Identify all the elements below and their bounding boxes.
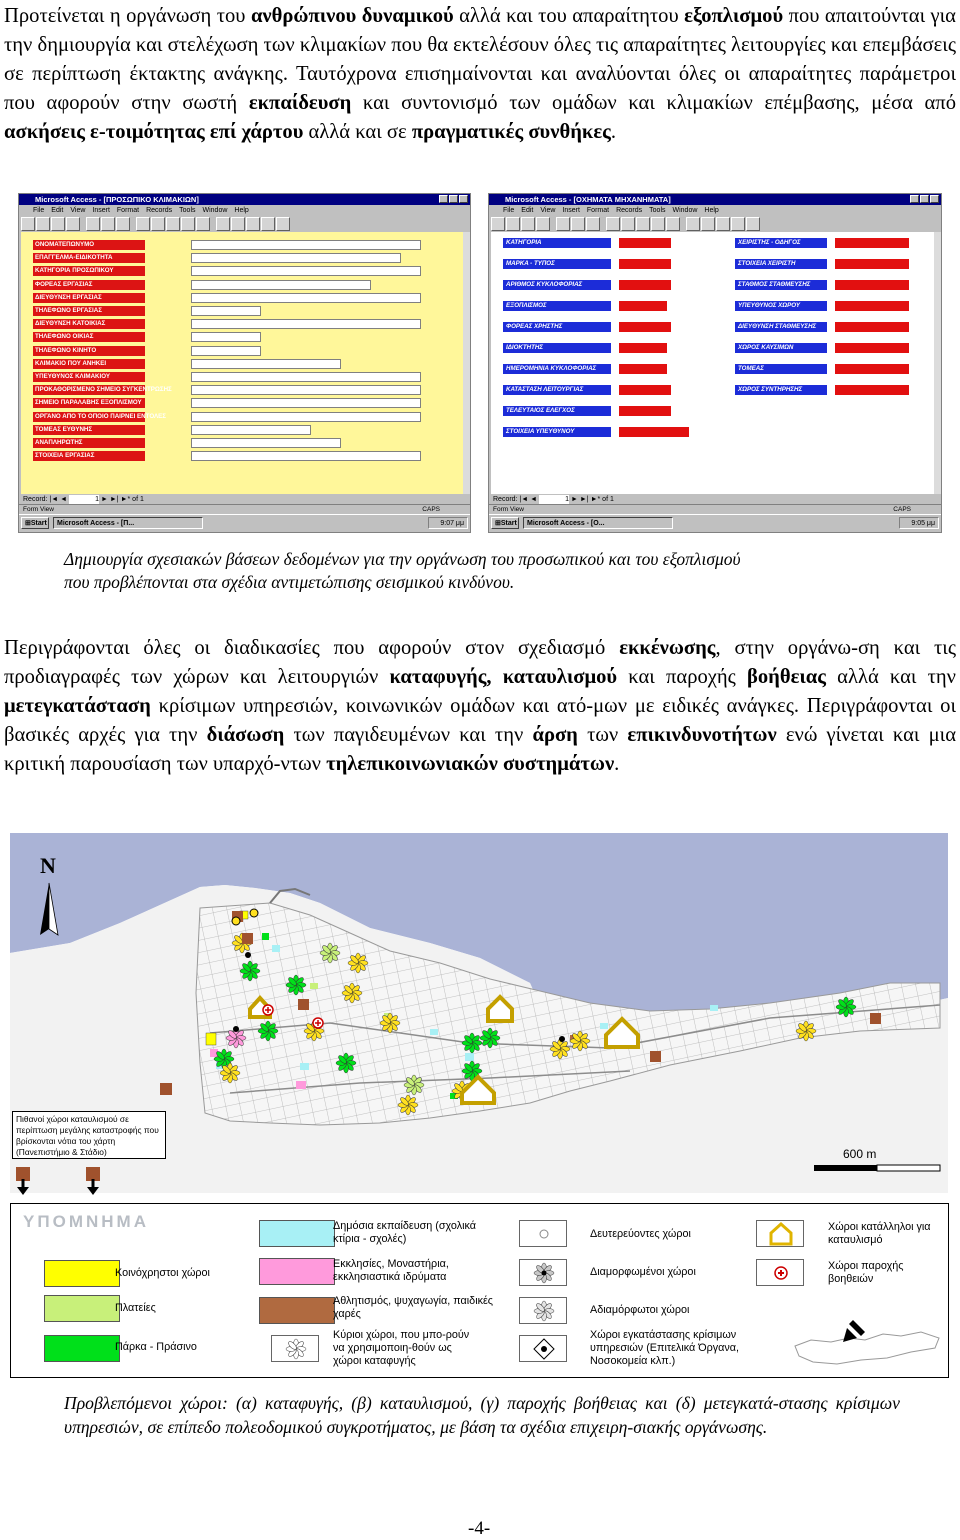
- vertical-scrollbar[interactable]: [463, 232, 470, 494]
- menu-bar: [19, 206, 470, 216]
- field-input[interactable]: [835, 280, 909, 290]
- swatch-churches: [259, 1258, 335, 1285]
- cut-icon[interactable]: [556, 217, 570, 231]
- database-icon[interactable]: [731, 217, 745, 231]
- field-input[interactable]: [619, 364, 667, 374]
- cut-icon[interactable]: [86, 217, 100, 231]
- legend-parks: Πάρκα - Πράσινο: [115, 1341, 197, 1353]
- window-title: Microsoft Access - [ΠΡΟΣΩΠΙΚΟ ΚΛΙΜΑΚΙΩΝ]: [19, 194, 470, 205]
- menu-file[interactable]: File: [503, 207, 515, 214]
- legend-landscaped: Διαμορφωμένοι χώροι: [590, 1266, 696, 1278]
- help-icon[interactable]: [276, 217, 290, 231]
- taskbar: [489, 514, 941, 532]
- field-input[interactable]: [191, 372, 421, 382]
- paste-icon[interactable]: [116, 217, 130, 231]
- field-label: ΦΟΡΕΑΣ ΕΡΓΑΣΙΑΣ: [33, 280, 145, 290]
- next-record-button[interactable]: ► ►| ►*: [101, 496, 131, 503]
- evacuation-paragraph: Περιγράφονται όλες οι διαδικασίες που αφορούν στον σχεδιασμό εκκένωσης, στην οργάνω-ση και τις προδιαγραφές των χώρων και λειτουργιών καταφυγής, καταυλισμού και παροχής βοήθειας αλλά και την μετεγκατάσταση κρίσιμων υπηρεσιών, κοινωνικών ομάδων και ατό-μων με ειδικές ανάγκες. Περιγράφονται οι βασικές αρχές για την διάσωση των παγιδευμένων και την άρση των επικινδυνοτήτων ενώ γίνεται και μια κριτική παρουσίαση των υπαρχό-ντων τηλεπικοινωνιακών συστημάτων.: [4, 637, 956, 775]
- record-navigator: Record: |◄ ◄ 1 ► ►| ►* of 1: [493, 496, 614, 503]
- field-label: ΤΟΜΕΑΣ ΕΥΘΥΝΗΣ: [33, 425, 145, 435]
- diamond-dot-icon: [520, 1336, 568, 1363]
- field-input[interactable]: [191, 346, 261, 356]
- legend-landscaped-symbol: [519, 1259, 567, 1286]
- first-record-button[interactable]: |◄ ◄: [49, 496, 68, 503]
- menu-help[interactable]: Help: [704, 207, 719, 214]
- record-navigator: Record: |◄ ◄ 1 ► ►| ►* of 1: [23, 496, 144, 503]
- legend-title: ΥΠΟΜΝΗΜΑ: [23, 1212, 149, 1231]
- field-input[interactable]: [191, 359, 341, 369]
- sort-desc-icon[interactable]: [636, 217, 650, 231]
- field-input[interactable]: [619, 427, 689, 437]
- legend-unlandscaped: Αδιαμόρφωτοι χώροι: [590, 1304, 690, 1316]
- field-label: ΠΡΟΚΑΘΟΡΙΣΜΕΝΟ ΣΗΜΕΙΟ ΣΥΓΚΕΝΤΡΩΣΗΣ: [35, 386, 172, 394]
- legend-aid-symbol: [756, 1259, 804, 1286]
- field-label: ΧΕΙΡΙΣΤΗΣ - ΟΔΗΓΟΣ: [735, 238, 827, 248]
- field-label: ΔΙΕΥΘΥΝΣΗ ΚΑΤΟΙΚΙΑΣ: [33, 319, 145, 329]
- undo-icon[interactable]: [606, 217, 620, 231]
- field-input[interactable]: [191, 438, 341, 448]
- legend-camp-symbol: [756, 1220, 804, 1247]
- intro-paragraph: Προτείνεται η οργάνωση του ανθρώπινου δυναμικού αλλά και του απαραίτητου εξοπλισμού που απαιτούνται για την δημιουργία και στελέχωση των κλιμακίων που θα εκτελέσουν όλες τις απαραίτητες λειτουργίες και επεμβάσεις σε περίπτωση έκτακτης ανάγκης. Ταυτόχρονα επισημαίνονται και αναλύονται όλες οι απαραίτητες παράμετροι που αφορούν στην σωστή εκπαίδευση και συντονισμό των ομάδων και κλιμακίων επέμβασης, μέσα από ασκήσεις ε-τοιμότητας επί χάρτου αλλά και σε πραγματικές συνθήκες.: [4, 5, 956, 143]
- field-label: ΜΑΡΚΑ - ΤΥΠΟΣ: [503, 259, 611, 269]
- field-label: ΙΔΙΟΚΤΗΤΗΣ: [503, 343, 611, 353]
- legend-secondary-symbol: [519, 1220, 567, 1247]
- window-title: Microsoft Access - [ΟΧΗΜΑΤΑ ΜΗΧΑΝΗΜΑΤΑ]: [489, 194, 941, 205]
- figure-caption-map: Προβλεπόμενοι χώροι: (α) καταφυγής, (β) καταυλισμού, (γ) παροχής βοήθειας και (δ) μετεγκατά-στασης κρίσιμων υπηρεσιών, σε επίπεδο πολεοδομικού συγκροτήματος, με βάση τα σχέδια επιχειρη-σιακής οργάνωσης.: [64, 1393, 900, 1437]
- windows-logo-icon: ⊞: [25, 520, 31, 527]
- field-input[interactable]: [619, 259, 671, 269]
- field-label: ΗΜΕΡΟΜΗΝΙΑ ΚΥΚΛΟΦΟΡΙΑΣ: [503, 364, 611, 374]
- field-input[interactable]: [191, 306, 261, 316]
- menu-format[interactable]: Format: [116, 207, 140, 214]
- field-label: ΚΛΙΜΑΚΙΟ ΠΟΥ ΑΝΗΚΕΙ: [33, 359, 145, 369]
- find-icon[interactable]: [686, 217, 700, 231]
- field-label: ΣΤΟΙΧΕΙΑ ΥΠΕΥΘΥΝΟΥ: [503, 427, 611, 437]
- record-number[interactable]: 1: [539, 495, 569, 505]
- field-input[interactable]: [191, 280, 371, 290]
- field-input[interactable]: [191, 398, 421, 408]
- menu-view[interactable]: View: [540, 207, 556, 214]
- taskbar-app-button[interactable]: Microsoft Access - [Ο...: [523, 517, 673, 529]
- legend-refuge-symbol: [271, 1335, 319, 1362]
- field-input[interactable]: [191, 253, 401, 263]
- caps-indicator: CAPS: [893, 506, 911, 513]
- field-label: ΧΩΡΟΣ ΚΑΥΣΙΜΩΝ: [735, 343, 827, 353]
- help-icon[interactable]: [746, 217, 760, 231]
- delete-record-icon[interactable]: [246, 217, 260, 231]
- flower-outline-icon: [520, 1298, 568, 1325]
- copy-icon[interactable]: [101, 217, 115, 231]
- first-record-button[interactable]: |◄ ◄: [519, 496, 538, 503]
- field-label: ΑΝΑΠΛΗΡΩΤΗΣ: [33, 438, 145, 448]
- menu-insert[interactable]: Insert: [562, 207, 580, 214]
- filter-icon[interactable]: [651, 217, 665, 231]
- field-label: ΤΗΛΕΦΩΝΟ ΚΙΝΗΤΟ: [33, 346, 145, 356]
- menu-records[interactable]: Records: [146, 207, 173, 214]
- legend-camp: Χώροι κατάλληλοι για καταυλισμό: [828, 1221, 931, 1246]
- field-input[interactable]: [191, 412, 421, 422]
- field-input[interactable]: [835, 301, 909, 311]
- map-legend: [10, 1203, 949, 1378]
- legend-relocation: Χώροι εγκατάστασης κρίσιμων υπηρεσιών (Επιτελικά Όργανα, Νοσοκομεία κλπ.): [590, 1329, 740, 1367]
- taskbar-clock: 9:05 μμ: [899, 517, 939, 529]
- field-input[interactable]: [619, 301, 667, 311]
- toolbar: [491, 217, 939, 231]
- delete-record-icon[interactable]: [716, 217, 730, 231]
- status-bar: Form View: [489, 504, 941, 514]
- field-label: ΔΙΕΥΘΥΝΣΗ ΣΤΑΘΜΕΥΣΗΣ: [735, 322, 827, 332]
- field-input[interactable]: [619, 406, 671, 416]
- swatch-parks: [44, 1335, 120, 1362]
- field-label: ΦΟΡΕΑΣ ΧΡΗΣΤΗΣ: [503, 322, 611, 332]
- close-button[interactable]: [459, 195, 468, 203]
- circle-icon: [520, 1221, 568, 1248]
- sort-asc-icon[interactable]: [621, 217, 635, 231]
- taskbar-clock: 9:07 μμ: [428, 517, 468, 529]
- record-number[interactable]: 1: [69, 495, 99, 505]
- apply-filter-icon[interactable]: [666, 217, 680, 231]
- new-record-icon[interactable]: [701, 217, 715, 231]
- field-label: ΚΑΤΑΣΤΑΣΗ ΛΕΙΤΟΥΡΓΙΑΣ: [503, 385, 611, 395]
- field-input[interactable]: [835, 364, 909, 374]
- legend-squares: Πλατείες: [115, 1302, 156, 1314]
- field-label: ΥΠΕΥΘΥΝΟΣ ΧΩΡΟΥ: [735, 301, 827, 311]
- field-input[interactable]: [191, 451, 421, 461]
- scale-label: 600 m: [843, 1147, 877, 1161]
- field-label: ΟΡΓΑΝΟ ΑΠΟ ΤΟ ΟΠΟΙΟ ΠΑΙΡΝΕΙ ΕΝΤΟΛΕΣ: [35, 412, 166, 420]
- database-icon[interactable]: [261, 217, 275, 231]
- preview-icon[interactable]: [536, 217, 550, 231]
- sort-asc-icon[interactable]: [151, 217, 165, 231]
- field-input[interactable]: [191, 266, 421, 276]
- filter-icon[interactable]: [181, 217, 195, 231]
- field-label: ΣΗΜΕΙΟ ΠΑΡΑΛΑΒΗΣ ΕΞΟΠΛΙΣΜΟΥ: [33, 398, 145, 408]
- swatch-sports: [259, 1297, 335, 1324]
- legend-relocation-symbol: [519, 1335, 567, 1362]
- minimize-button[interactable]: [910, 195, 919, 203]
- field-input[interactable]: [619, 385, 671, 395]
- field-input[interactable]: [619, 343, 667, 353]
- caps-indicator: CAPS: [422, 506, 440, 513]
- find-icon[interactable]: [216, 217, 230, 231]
- menu-records[interactable]: Records: [616, 207, 643, 214]
- north-label: N: [40, 853, 56, 878]
- personnel-form: [21, 232, 463, 494]
- copy-icon[interactable]: [571, 217, 585, 231]
- field-input[interactable]: [619, 238, 671, 248]
- field-label: ΣΤΟΙΧΕΙΑ ΕΡΓΑΣΙΑΣ: [33, 451, 145, 461]
- field-label: ΚΑΤΗΓΟΡΙΑ: [503, 238, 611, 248]
- flower-filled-icon: [520, 1260, 568, 1287]
- field-label: ΤΗΛΕΦΩΝΟ ΟΙΚΙΑΣ: [33, 332, 145, 342]
- menu-bar: [489, 206, 941, 216]
- map-note: Πιθανοί χώροι καταυλισμού σε περίπτωση μεγάλης καταστροφής που βρίσκονται νότια του χάρτη (Πανεπιστήμιο & Στάδιο): [12, 1111, 166, 1159]
- maximize-button[interactable]: [449, 195, 458, 203]
- field-label: ΣΤΑΘΜΟΣ ΣΤΑΘΜΕΥΣΗΣ: [735, 280, 827, 290]
- save-icon[interactable]: [36, 217, 50, 231]
- close-button[interactable]: [930, 195, 939, 203]
- print-icon[interactable]: [521, 217, 535, 231]
- start-button[interactable]: ⊞Start: [21, 517, 49, 529]
- toolbar: [21, 217, 468, 231]
- swatch-education: [259, 1220, 335, 1247]
- view-icon[interactable]: [491, 217, 505, 231]
- flower-icon: [272, 1336, 320, 1363]
- preview-icon[interactable]: [66, 217, 80, 231]
- legend-common-spaces: Κοινόχρηστοι χώροι: [115, 1267, 210, 1279]
- legend-churches: Εκκλησίες, Μοναστήρια, εκκλησιαστικά ιδρύματα: [333, 1258, 449, 1283]
- menu-window[interactable]: Window: [202, 207, 228, 214]
- minimize-button[interactable]: [439, 195, 448, 203]
- field-input[interactable]: [835, 322, 909, 332]
- vertical-scrollbar[interactable]: [934, 232, 941, 494]
- field-input[interactable]: [835, 259, 909, 269]
- view-icon[interactable]: [21, 217, 35, 231]
- scale-bar: [814, 1165, 940, 1171]
- save-icon[interactable]: [506, 217, 520, 231]
- menu-tools[interactable]: Tools: [179, 207, 196, 214]
- field-label: ΤΗΛΕΦΩΝΟ ΕΡΓΑΣΙΑΣ: [33, 306, 145, 316]
- status-bar: Form View: [19, 504, 470, 514]
- field-input[interactable]: [835, 385, 909, 395]
- field-input[interactable]: [835, 238, 909, 248]
- field-input[interactable]: [191, 319, 421, 329]
- access-window-vehicles: [488, 193, 942, 533]
- access-window-personnel: [18, 193, 471, 533]
- field-input[interactable]: [191, 332, 261, 342]
- windows-logo-icon: ⊞: [495, 520, 501, 527]
- field-label: ΥΠΕΥΘΥΝΟΣ ΚΛΙΜΑΚΙΟΥ: [33, 372, 145, 382]
- field-label: ΣΤΟΙΧΕΙΑ ΧΕΙΡΙΣΤΗ: [735, 259, 827, 269]
- swatch-squares: [44, 1295, 120, 1322]
- field-label: ΕΠΑΓΓΕΛΜΑ-ΕΙΔΙΚΟΤΗΤΑ: [33, 253, 145, 263]
- vehicles-form: [491, 232, 934, 494]
- menu-tools[interactable]: Tools: [649, 207, 666, 214]
- menu-format[interactable]: Format: [586, 207, 610, 214]
- field-label: ΧΩΡΟΣ ΣΥΝΤΗΡΗΣΗΣ: [735, 385, 827, 395]
- print-icon[interactable]: [51, 217, 65, 231]
- menu-view[interactable]: View: [70, 207, 86, 214]
- field-label: ΤΟΜΕΑΣ: [735, 364, 827, 374]
- field-input[interactable]: [191, 425, 311, 435]
- swatch-common-spaces: [44, 1260, 120, 1287]
- field-label: ΕΞΟΠΛΙΣΜΟΣ: [503, 301, 611, 311]
- figure-caption-databases: Δημιουργία σχεσιακών βάσεων δεδομένων για την οργάνωση του προσωπικού και του εξοπλισμού που προβλέπονται στα σχέδια αντιμετώπισης σεισμικού κινδύνου.: [64, 549, 741, 592]
- field-input[interactable]: [619, 280, 671, 290]
- maximize-button[interactable]: [920, 195, 929, 203]
- camp-house-icon: [757, 1221, 805, 1248]
- legend-aid: Χώροι παροχής βοηθειών: [828, 1260, 904, 1285]
- field-input[interactable]: [191, 385, 421, 395]
- field-input[interactable]: [191, 240, 421, 250]
- menu-insert[interactable]: Insert: [92, 207, 110, 214]
- taskbar: [19, 514, 470, 532]
- field-label: ΟΝΟΜΑΤΕΠΩΝΥΜΟ: [33, 240, 145, 250]
- legend-secondary: Δευτερεύοντες χώροι: [590, 1228, 691, 1240]
- menu-help[interactable]: Help: [234, 207, 249, 214]
- paste-icon[interactable]: [586, 217, 600, 231]
- sort-desc-icon[interactable]: [166, 217, 180, 231]
- next-record-button[interactable]: ► ►| ►*: [571, 496, 601, 503]
- field-label: ΑΡΙΘΜΟΣ ΚΥΚΛΟΦΟΡΙΑΣ: [503, 280, 611, 290]
- red-cross-icon: [757, 1260, 805, 1287]
- legend-refuge: Κύριοι χώροι, που μπο-ρούν να χρησιμοποιη-θούν ως χώροι καταφυγής: [333, 1329, 470, 1367]
- menu-window[interactable]: Window: [672, 207, 698, 214]
- crete-island-icon: [791, 1312, 943, 1374]
- field-label: ΤΕΛΕΥΤΑΙΟΣ ΕΛΕΓΧΟΣ: [503, 406, 611, 416]
- field-input[interactable]: [835, 343, 909, 353]
- page-number: -4-: [468, 1518, 491, 1539]
- taskbar-app-button[interactable]: Microsoft Access - [Π...: [53, 517, 203, 529]
- undo-icon[interactable]: [136, 217, 150, 231]
- menu-edit[interactable]: Edit: [51, 207, 64, 214]
- field-label: ΔΙΕΥΘΥΝΣΗ ΕΡΓΑΣΙΑΣ: [33, 293, 145, 303]
- legend-education: Δημόσια εκπαίδευση (σχολικά κτίρια - σχολές): [333, 1220, 477, 1245]
- apply-filter-icon[interactable]: [196, 217, 210, 231]
- menu-file[interactable]: File: [33, 207, 45, 214]
- menu-edit[interactable]: Edit: [521, 207, 534, 214]
- field-label: ΚΑΤΗΓΟΡΙΑ ΠΡΟΣΩΠΙΚΟΥ: [33, 266, 145, 276]
- legend-sports: Αθλητισμός, ψυχαγωγία, παιδικές χαρές: [333, 1295, 494, 1320]
- new-record-icon[interactable]: [231, 217, 245, 231]
- field-input[interactable]: [619, 322, 671, 332]
- start-button[interactable]: ⊞Start: [491, 517, 519, 529]
- field-input[interactable]: [191, 293, 421, 303]
- legend-unlandscaped-symbol: [519, 1297, 567, 1324]
